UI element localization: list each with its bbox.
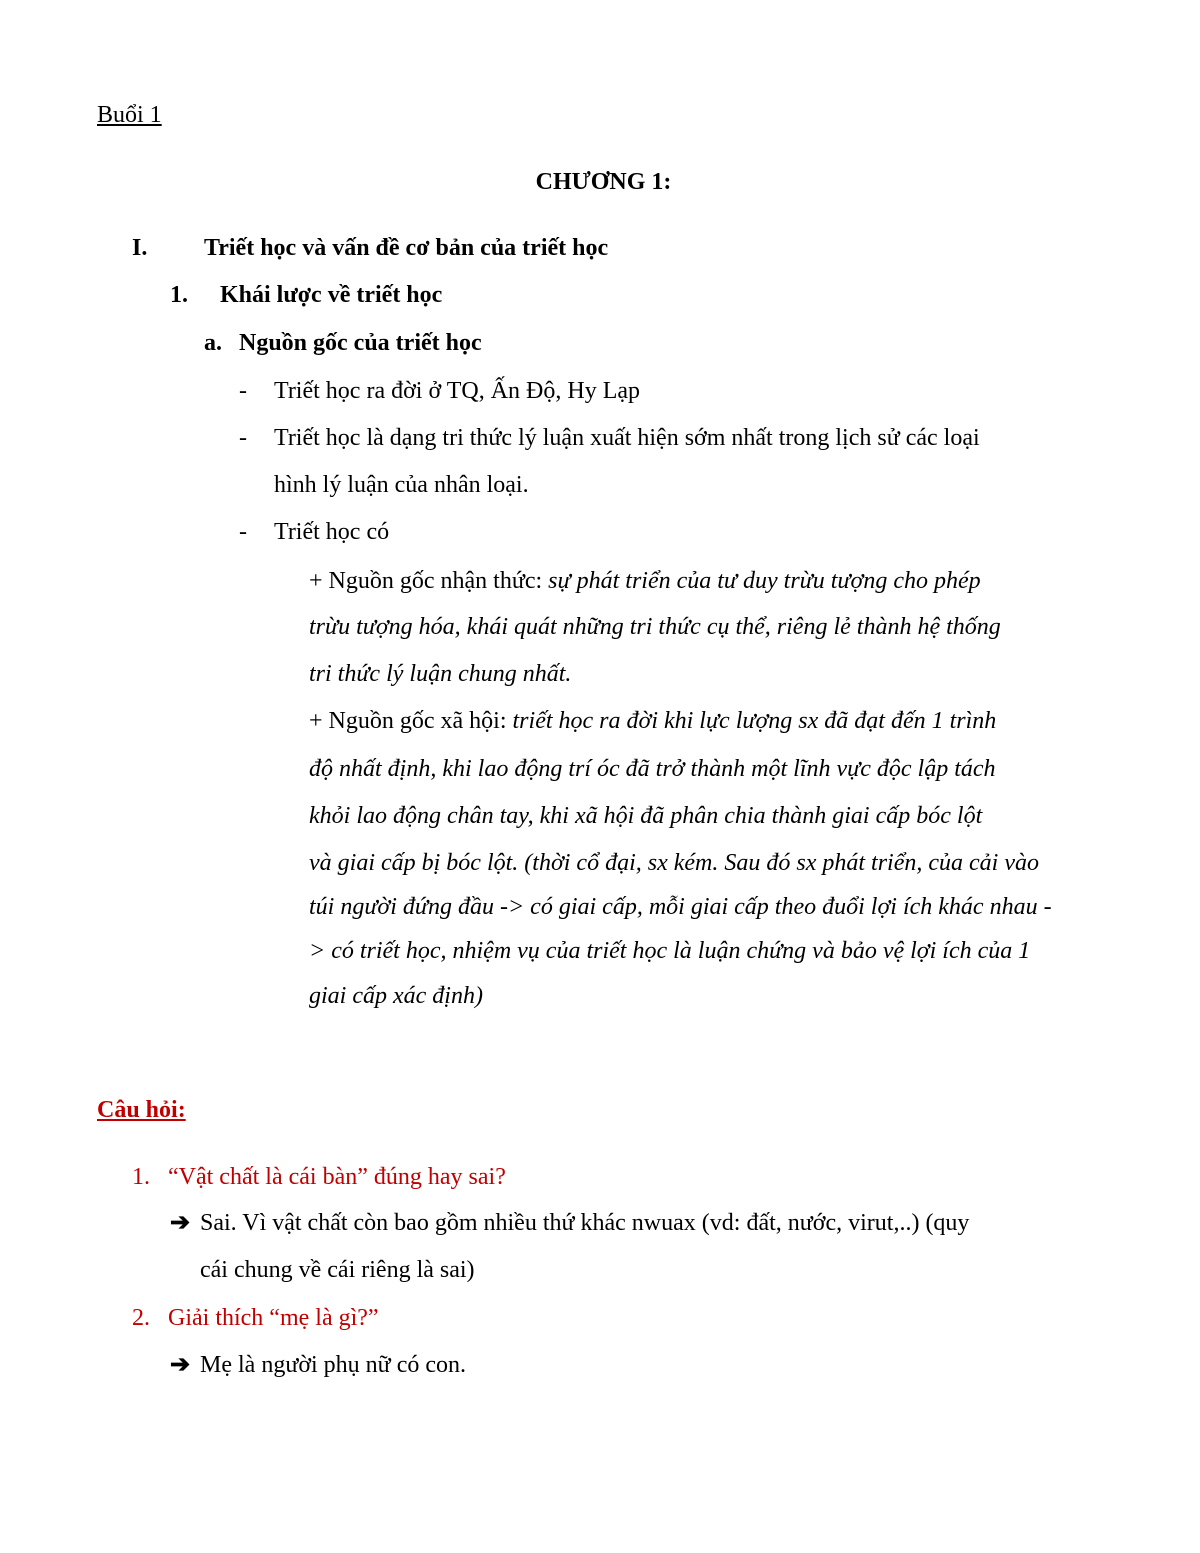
bullet-text: Triết học có (274, 519, 390, 545)
subsection-number: 1. (170, 282, 188, 308)
origin-label: + Nguồn gốc nhận thức: (309, 568, 549, 594)
question-text: “Vật chất là cái bàn” đúng hay sai? (168, 1164, 506, 1190)
bullet-dash: - (239, 378, 247, 404)
answer-line (170, 1207, 969, 1239)
questions-heading: Câu hỏi: (97, 1097, 186, 1123)
origin-text: khỏi lao động chân tay, khi xã hội đã phân chia thành giai cấp bóc lột (309, 803, 983, 829)
origin-text: > có triết học, nhiệm vụ của triết học là luận chứng và bảo vệ lợi ích của 1 (309, 938, 1031, 964)
arrow-right-icon: ➔ (170, 1352, 191, 1378)
bullet-text: Triết học ra đời ở TQ, Ấn Độ, Hy Lạp (274, 378, 641, 404)
subsection-title: Khái lược về triết học (220, 282, 443, 308)
bullet-text: hình lý luận của nhân loại. (274, 472, 529, 498)
answer-text: cái chung về cái riêng là sai) (200, 1257, 475, 1283)
subsubsection-title: Nguồn gốc của triết học (239, 330, 482, 356)
bullet-text: Triết học là dạng tri thức lý luận xuất hiện sớm nhất trong lịch sử các loại (274, 425, 980, 451)
origin-text: độ nhất định, khi lao động trí óc đã trở thành một lĩnh vực độc lập tách (309, 756, 996, 782)
question-number: 2. (132, 1305, 150, 1331)
origin-text: giai cấp xác định) (309, 983, 483, 1009)
origin-paragraph (309, 705, 996, 737)
session-title: Buổi 1 (97, 102, 162, 128)
answer-line (170, 1349, 466, 1381)
question-number: 1. (132, 1164, 150, 1190)
chapter-heading: CHƯƠNG 1: (535, 169, 672, 195)
answer-text: Mẹ là người phụ nữ có con. (200, 1352, 466, 1378)
origin-label: + Nguồn gốc xã hội: (309, 708, 513, 734)
origin-text: tri thức lý luận chung nhất. (309, 661, 572, 687)
section-number: I. (132, 235, 148, 261)
subsubsection-label: a. (204, 330, 222, 356)
question-text: Giải thích “mẹ là gì?” (168, 1305, 379, 1331)
bullet-dash: - (239, 519, 247, 545)
origin-text: túi người đứng đầu -> có giai cấp, mỗi giai cấp theo đuổi lợi ích khác nhau - (309, 894, 1052, 920)
origin-text: sự phát triển của tư duy trừu tượng cho phép (548, 568, 981, 594)
origin-text: triết học ra đời khi lực lượng sx đã đạt đến 1 trình (512, 708, 997, 734)
origin-text: và giai cấp bị bóc lột. (thời cổ đại, sx kém. Sau đó sx phát triển, của cải vào (309, 850, 1039, 876)
arrow-right-icon: ➔ (170, 1210, 191, 1236)
origin-paragraph (309, 565, 981, 597)
answer-text: Sai. Vì vật chất còn bao gồm nhiều thứ khác nwuax (vd: đất, nước, virut,..) (quy (200, 1210, 970, 1236)
origin-text: trừu tượng hóa, khái quát những tri thức cụ thể, riêng lẻ thành hệ thống (309, 614, 1001, 640)
section-title: Triết học và vấn đề cơ bản của triết học (204, 235, 609, 261)
bullet-dash: - (239, 425, 247, 451)
